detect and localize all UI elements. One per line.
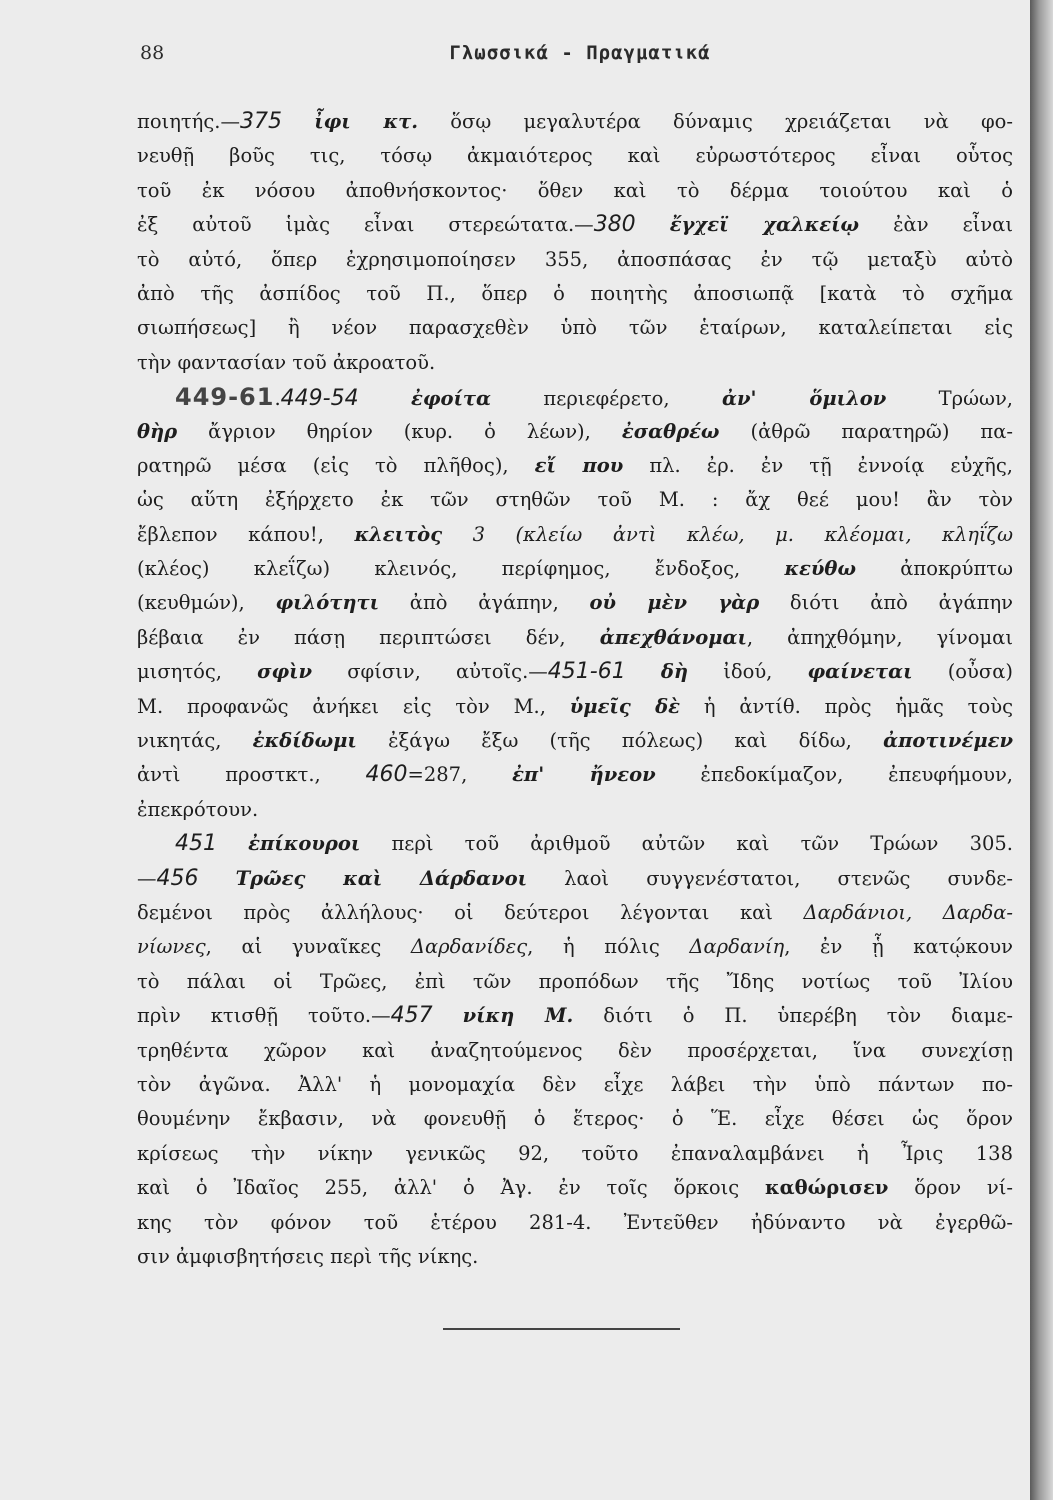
text-run: ἰδού, bbox=[688, 660, 808, 684]
text-line bbox=[137, 930, 1013, 964]
commentary-text bbox=[137, 105, 1013, 1274]
text-line bbox=[137, 415, 1013, 449]
text-line bbox=[137, 1102, 1013, 1136]
text-run: ἄγριον θηρίον (κυρ. ὁ λέων), bbox=[177, 419, 622, 443]
text-run: ἀποκρύπτω bbox=[856, 557, 1013, 581]
text-run: μισητός, bbox=[137, 660, 258, 684]
text-line bbox=[137, 1206, 1013, 1240]
text-line bbox=[137, 518, 1013, 552]
text-line bbox=[137, 552, 1013, 586]
text-line bbox=[137, 311, 1013, 345]
text-run: Μ. προφανῶς ἀνήκει εἰς τὸν Μ., bbox=[137, 694, 570, 718]
text-run: ἀπὸ τῆς ἀσπίδος τοῦ Π., ὅπερ ὁ ποιητὴς ἀποσιωπᾷ [κατὰ τὸ σχῆμα bbox=[137, 281, 1013, 305]
text-run: (ἀθρῶ παρατηρῶ) πα- bbox=[719, 419, 1013, 443]
lemma-word: ἶφι κτ. bbox=[314, 110, 419, 133]
text-line bbox=[137, 449, 1013, 483]
text-line bbox=[137, 1240, 1013, 1274]
text-line bbox=[137, 724, 1013, 758]
text-run: ἐπεκρότουν. bbox=[137, 797, 259, 821]
text-run: ποιητής.— bbox=[137, 110, 240, 133]
lemma-word: κεύθω bbox=[784, 557, 857, 581]
text-run: (οὖσα) bbox=[912, 660, 1013, 684]
text-run: σιωπήσεως] ἢ νέον παρασχεθὲν ὑπὸ τῶν ἑταίρων, καταλείπεται εἰς bbox=[137, 316, 1013, 340]
text-run: πλ. ἐρ. ἐν τῇ ἐννοίᾳ εὐχῆς, bbox=[623, 453, 1013, 477]
text-line bbox=[137, 243, 1013, 277]
text-run: νικητάς, bbox=[137, 729, 253, 753]
verse-reference: 449-54 bbox=[280, 386, 359, 412]
text-line bbox=[137, 793, 1013, 827]
lemma-word: φιλότητι bbox=[275, 591, 380, 615]
text-line bbox=[137, 1034, 1013, 1068]
text-run: , αἱ γυναῖκες bbox=[205, 935, 411, 959]
text-run: ὅρον νί- bbox=[888, 1176, 1013, 1200]
text-line bbox=[137, 277, 1013, 311]
lemma-word: ἐφοίτα bbox=[410, 387, 492, 411]
text-run: τρηθέντα χῶρον καὶ ἀναζητούμενος δὲν προσέρχεται, ἵνα συνεχίσῃ bbox=[137, 1038, 1013, 1062]
text-line bbox=[137, 862, 1013, 896]
lemma-word: ἐπίκουροι bbox=[248, 832, 361, 856]
text-line bbox=[137, 380, 1013, 414]
text-run: τὸ αὐτό, ὅπερ ἐχρησιμοποίησεν 355, ἀποσπάσας ἐν τῷ μεταξὺ αὐτὸ bbox=[137, 247, 1013, 271]
lemma-word: θὴρ bbox=[137, 419, 178, 443]
text-run: , ἡ πόλις bbox=[527, 935, 690, 959]
text-run: σιν ἀμφισβητήσεις περὶ τῆς νίκης. bbox=[137, 1244, 479, 1268]
verse-reference: 451 bbox=[175, 831, 217, 857]
text-run: σφίσιν, αὐτοῖς.— bbox=[312, 660, 548, 684]
bold-text: καθώρισεν bbox=[765, 1176, 889, 1200]
text-line bbox=[137, 965, 1013, 999]
text-run: Τρώων, bbox=[886, 387, 1013, 411]
lemma-word: ἀποτινέμεν bbox=[883, 729, 1013, 753]
verse-reference: 460 bbox=[365, 762, 408, 788]
text-run: τοῦ ἐκ νόσου ἀποθνήσκοντος· ὅθεν καὶ τὸ δέρμα τοιούτου καὶ ὁ bbox=[137, 178, 1013, 202]
verse-reference: 457 bbox=[390, 1003, 433, 1029]
text-run bbox=[626, 660, 661, 683]
italic-text: 3 (κλείω ἀντὶ κλέω, μ. κλέομαι, κληΐζω bbox=[442, 522, 1013, 546]
text-run: διότι ὁ Π. ὑπερέβη τὸν διαμε- bbox=[573, 1004, 1013, 1028]
text-run: κρίσεως τὴν νίκην γενικῶς 92, τοῦτο ἐπαναλαμβάνει ἡ Ἶρις 138 bbox=[137, 1141, 1013, 1165]
text-run: ἐὰν εἶναι bbox=[859, 213, 1013, 237]
text-line bbox=[137, 621, 1013, 655]
text-run: ὡς αὕτη ἐξήρχετο ἐκ τῶν στηθῶν τοῦ Μ. : ἄχ θεέ μου! ἂν τὸν bbox=[137, 488, 1013, 512]
text-line bbox=[137, 999, 1013, 1033]
lemma-word: ὑμεῖς δὲ bbox=[569, 694, 681, 718]
text-run: ἐξάγω ἔξω (τῆς πόλεως) καὶ δίδω, bbox=[356, 729, 884, 753]
italic-text: Δαρδάνιοι, Δαρδα- bbox=[803, 900, 1013, 924]
lemma-word: Τρῶες καὶ Δάρδανοι bbox=[235, 866, 528, 890]
text-run: λαοὶ συγγενέστατοι, στενῶς συνδε- bbox=[527, 866, 1013, 890]
text-run bbox=[636, 213, 670, 236]
page-number: 88 bbox=[140, 42, 165, 64]
verse-reference: 456 bbox=[156, 865, 199, 891]
text-line bbox=[137, 483, 1013, 517]
running-head: Γλωσσικά - Πραγματικά bbox=[449, 42, 711, 64]
text-line bbox=[137, 139, 1013, 173]
text-run: περιεφέρετο, bbox=[491, 387, 722, 411]
lemma-word: ἀπεχθάνομαι bbox=[599, 625, 747, 649]
lemma-word: ἔγχεϊ χαλκείῳ bbox=[669, 213, 860, 237]
lemma-word: ἐκδίδωμι bbox=[252, 729, 357, 753]
text-line bbox=[137, 655, 1013, 689]
text-line bbox=[137, 758, 1013, 792]
text-run bbox=[282, 110, 314, 133]
text-run: δεμένοι πρὸς ἀλλήλους· οἱ δεύτεροι λέγονται καὶ bbox=[137, 900, 804, 924]
text-run bbox=[433, 1004, 463, 1027]
text-run: ἐπεδοκίμαζον, ἐπευφήμουν, bbox=[655, 763, 1013, 787]
lemma-word: ἀν' ὅμιλον bbox=[721, 387, 887, 411]
text-run: ἡ ἀντίθ. πρὸς ἡμᾶς τοὺς bbox=[680, 694, 1013, 718]
lemma-word: οὐ μὲν γὰρ bbox=[589, 591, 760, 615]
verse-reference: 451-61 bbox=[547, 659, 626, 685]
text-run: τὸν ἀγῶνα. Ἀλλ' ἡ μονομαχία δὲν εἶχε λάβει τὴν ὑπὸ πάντων πο- bbox=[137, 1072, 1013, 1096]
text-run: (κλέος) κλεΐζω) κλεινός, περίφημος, ἔνδοξος, bbox=[137, 557, 785, 581]
verse-reference: 380 bbox=[593, 212, 636, 238]
section-number: 449-61 bbox=[175, 383, 275, 412]
text-run bbox=[217, 832, 248, 855]
text-run: βέβαια ἐν πάσῃ περιπτώσει δέν, bbox=[137, 625, 600, 649]
text-line bbox=[137, 827, 1013, 861]
text-line bbox=[137, 896, 1013, 930]
book-gutter-edge bbox=[1030, 0, 1053, 1500]
italic-text: νίωνες bbox=[137, 935, 206, 959]
text-run: =287, bbox=[407, 763, 513, 787]
text-run: τὴν φαντασίαν τοῦ ἀκροατοῦ. bbox=[137, 350, 436, 374]
text-run: ἔβλεπον κάπου!, bbox=[137, 522, 355, 546]
text-run: , ἀπηχθόμην, γίνομαι bbox=[746, 625, 1013, 649]
text-run: θουμένην ἔκβασιν, νὰ φονευθῇ ὁ ἕτερος· ὁ Ἕ. εἶχε θέσει ὡς ὅρον bbox=[137, 1107, 1013, 1131]
text-line bbox=[137, 586, 1013, 620]
lemma-word: κλειτὸς bbox=[354, 522, 443, 546]
text-run: , ἐν ᾗ κατῴκουν bbox=[784, 935, 1013, 959]
text-run: ρατηρῶ μέσα (εἰς τὸ πλῆθος), bbox=[137, 453, 535, 477]
lemma-word: σφὶν bbox=[257, 660, 313, 684]
text-run: ἐξ αὐτοῦ ἱμὰς εἶναι στερεώτατα.— bbox=[137, 213, 594, 237]
lemma-word: ἐσαθρέω bbox=[621, 419, 720, 443]
text-line bbox=[137, 105, 1013, 139]
text-line bbox=[137, 1137, 1013, 1171]
lemma-word: δὴ bbox=[660, 660, 689, 684]
text-run: τὸ πάλαι οἱ Τρῶες, ἐπὶ τῶν προπόδων τῆς Ἴδης νοτίως τοῦ Ἰλίου bbox=[137, 969, 1013, 993]
text-line bbox=[137, 208, 1013, 242]
lemma-word: εἴ που bbox=[534, 453, 624, 477]
text-line bbox=[137, 1171, 1013, 1205]
text-run: νευθῇ βοῦς τις, τόσῳ ἀκμαιότερος καὶ εὐρωστότερος εἶναι οὗτος bbox=[137, 144, 1013, 168]
text-run: ἀντὶ προστκτ., bbox=[137, 763, 366, 787]
text-run: . bbox=[274, 387, 281, 411]
text-line bbox=[137, 690, 1013, 724]
text-run: — bbox=[137, 866, 157, 890]
text-run: καὶ ὁ Ἰδαῖος 255, ἀλλ' ὁ Ἀγ. ἐν τοῖς ὅρκοις bbox=[137, 1176, 766, 1200]
text-line bbox=[137, 346, 1013, 380]
text-run: περὶ τοῦ ἀριθμοῦ αὐτῶν καὶ τῶν Τρώων 305. bbox=[360, 832, 1013, 856]
page-header bbox=[140, 42, 1020, 76]
italic-text: Δαρδανίη bbox=[689, 935, 785, 959]
text-run: κης τὸν φόνον τοῦ ἑτέρου 281-4. Ἐντεῦθεν ἠδύναντο νὰ ἐγερθῶ- bbox=[137, 1210, 1013, 1234]
text-run: (κευθμών), bbox=[137, 591, 276, 615]
verse-reference: 375 bbox=[239, 109, 282, 134]
lemma-word: φαίνεται bbox=[807, 660, 913, 684]
text-run bbox=[199, 867, 236, 890]
text-line bbox=[137, 1068, 1013, 1102]
text-run: ὅσῳ μεγαλυτέρα δύναμις χρειάζεται νὰ φο- bbox=[418, 110, 1013, 133]
text-run bbox=[359, 387, 411, 410]
lemma-word: ἐπ' ἤνεον bbox=[512, 763, 656, 787]
footnote-rule bbox=[443, 1328, 680, 1330]
text-run: πρὶν κτισθῇ τοῦτο.— bbox=[137, 1004, 391, 1028]
text-run: διότι ἀπὸ ἀγάπην bbox=[759, 591, 1013, 615]
lemma-word: νίκη Μ. bbox=[462, 1004, 574, 1028]
text-run: ἀπὸ ἀγάπην, bbox=[379, 591, 590, 615]
italic-text: Δαρδανίδες bbox=[410, 935, 528, 959]
text-line bbox=[137, 174, 1013, 208]
